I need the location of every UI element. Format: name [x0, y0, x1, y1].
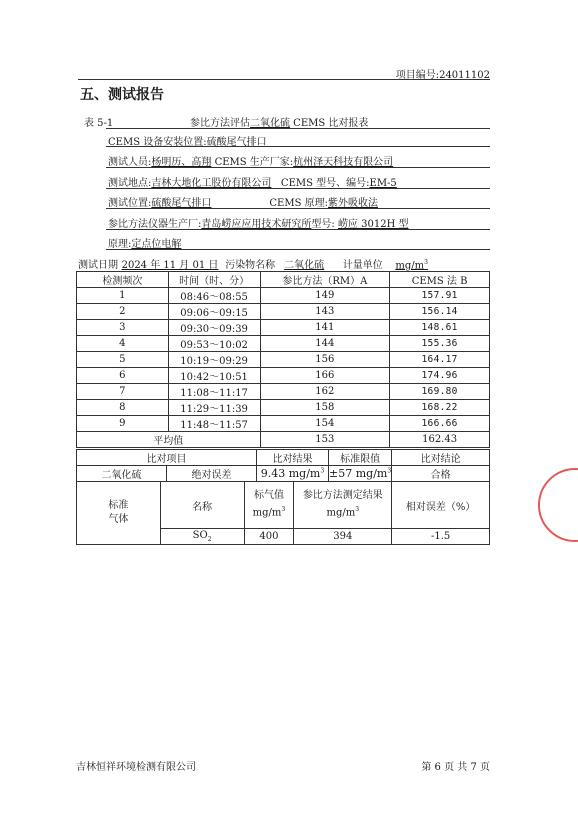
manufacturer-value: 杭州泽天科技有限公司: [293, 157, 394, 168]
row-time: 09:30～09:39: [168, 320, 260, 336]
caption-prefix: 参比方法评估: [190, 118, 250, 129]
ref-model-value: 崂应 3012H 型: [337, 219, 409, 230]
table-row: [77, 416, 490, 432]
compare-result: [256, 466, 328, 482]
gas-std-value: 400: [244, 529, 294, 545]
info-site: [108, 174, 397, 189]
info-rule: [106, 249, 490, 250]
row-cems: 164.17: [390, 352, 490, 368]
row-rm: 166: [260, 368, 390, 384]
personnel-value: 杨明历、高翔: [151, 157, 212, 168]
row-rm: 149: [260, 288, 390, 304]
table-row: [77, 336, 490, 352]
project-number: 项目编号:24011102: [395, 70, 490, 81]
unit-text: mg/m: [395, 260, 425, 271]
compare-result-table: [76, 449, 490, 482]
compare-limit-text: ±57 mg/m: [329, 467, 388, 480]
position-label: 测试位置:: [108, 198, 152, 209]
row-count: 3: [77, 320, 169, 336]
row-rm: 154: [260, 416, 390, 432]
gas-name-sub: 2: [207, 536, 212, 543]
table-row: [77, 400, 490, 416]
header-rm: 参比方法（RM）A: [260, 272, 390, 288]
info-rule: [106, 167, 490, 168]
position-value: 硫酸尾气排口: [151, 198, 212, 209]
table-row: [77, 352, 490, 368]
row-rm: 141: [260, 320, 390, 336]
header-rule: [78, 79, 490, 80]
date-label: 测试日期: [78, 260, 118, 271]
row-count: 6: [77, 368, 169, 384]
row-time: 09:53～10:02: [168, 336, 260, 352]
gas-row-label: 标准 气体: [77, 482, 161, 545]
install-location-value: 硫酸尾气排口: [206, 137, 267, 148]
caption-suffix: CEMS 比对报表: [290, 118, 369, 129]
row-count: 1: [77, 288, 169, 304]
row-count: 2: [77, 304, 169, 320]
table-id: 表 5-1: [84, 118, 114, 129]
row-cems: 169.80: [390, 384, 490, 400]
row-cems: 157.91: [390, 288, 490, 304]
row-time: 11:08～11:17: [168, 384, 260, 400]
info-personnel: [108, 153, 393, 168]
ref-model-label: 型号:: [311, 219, 335, 230]
compare-type: 绝对误差: [166, 466, 256, 482]
row-time: 08:46～08:55: [168, 288, 260, 304]
gas-std-unit: mg/m: [252, 507, 282, 519]
method-label: 原理:: [108, 239, 132, 250]
average-row: [77, 432, 490, 448]
compare-conclusion-header: 比对结论: [392, 450, 490, 466]
principle-label: CEMS 原理:: [269, 198, 328, 209]
row-cems: 156.14: [390, 304, 490, 320]
compare-limit: [329, 466, 392, 482]
caption-pollutant: 二氧化硫: [250, 118, 290, 129]
compare-limit-header: 标准限值: [329, 450, 392, 466]
compare-item: 二氧化硫: [77, 466, 167, 482]
ref-maker-label: 参比方法仪器生产厂:: [108, 219, 202, 230]
personnel-label: 测试人员:: [108, 157, 152, 168]
row-rm: 158: [260, 400, 390, 416]
gas-std-label: 标气值: [253, 490, 284, 502]
gas-ref-unit: mg/m: [326, 507, 356, 519]
row-rm: 156: [260, 352, 390, 368]
ref-maker-value: 青岛崂应应用技术研究所: [201, 219, 312, 230]
footer-page: 第 6 页 共 7 页: [421, 762, 490, 773]
row-time: 10:19～09:29: [168, 352, 260, 368]
row-time: 09:06～09:15: [168, 304, 260, 320]
table-row: [77, 368, 490, 384]
table-caption: [190, 114, 368, 129]
gas-std-header: [244, 482, 294, 529]
row-count: 8: [77, 400, 169, 416]
info-rule: [106, 188, 490, 189]
compare-result-header: 比对结果: [256, 450, 328, 466]
test-meta: [78, 256, 428, 271]
gas-header-row: [77, 482, 490, 529]
footer-company: 吉林恒祥环境检测有限公司: [76, 762, 196, 773]
row-count: 4: [77, 336, 169, 352]
comparison-table: [76, 271, 490, 448]
site-label: 测试地点:: [108, 178, 152, 189]
compare-limit-sup: 3: [387, 467, 392, 475]
average-label: 平均值: [77, 432, 261, 448]
row-rm: 162: [260, 384, 390, 400]
model-value: EM-5: [369, 178, 397, 189]
gas-ref-header: [294, 482, 392, 529]
row-cems: 168.22: [390, 400, 490, 416]
row-time: 10:42～10:51: [168, 368, 260, 384]
standard-gas-table: [76, 481, 490, 545]
unit-value: [386, 259, 428, 271]
header-cems: CEMS 法 B: [390, 272, 490, 288]
date-value: 2024 年 11 月 01 日: [121, 260, 219, 271]
table-row: [77, 304, 490, 320]
info-position: [108, 194, 378, 209]
table-row: [77, 384, 490, 400]
header-time: 时间（时、分）: [168, 272, 260, 288]
row-cems: 155.36: [390, 336, 490, 352]
unit-superscript: 3: [424, 258, 428, 266]
info-method: [108, 235, 181, 250]
compare-row: [77, 466, 490, 482]
info-rule: [106, 146, 490, 147]
pollutant-label: 污染物名称: [225, 260, 276, 271]
info-rule: [106, 229, 490, 230]
row-cems: 166.66: [390, 416, 490, 432]
row-count: 9: [77, 416, 169, 432]
manufacturer-label: CEMS 生产厂家:: [214, 157, 294, 168]
row-time: 11:29～11:39: [168, 400, 260, 416]
install-location-label: CEMS 设备安装位置:: [108, 137, 207, 148]
row-rm: 144: [260, 336, 390, 352]
gas-ref-value: 394: [294, 529, 392, 545]
unit-label: 计量单位: [342, 260, 383, 271]
gas-name: [160, 529, 244, 545]
row-count: 5: [77, 352, 169, 368]
table-header-row: [77, 272, 490, 288]
stamp-seal: [538, 468, 578, 542]
section-title: 五、测试报告: [80, 87, 164, 103]
info-rule: [106, 208, 490, 209]
method-value: 定点位电解: [131, 239, 182, 250]
site-value: 吉林大地化工股份有限公司: [151, 178, 272, 189]
row-cems: 148.61: [390, 320, 490, 336]
gas-err-value: -1.5: [392, 529, 490, 545]
average-rm: 153: [260, 432, 390, 448]
compare-conclusion: 合格: [392, 466, 490, 482]
gas-name-text: SO: [192, 530, 208, 541]
gas-ref-label: 参比方法测定结果: [302, 490, 383, 502]
row-rm: 143: [260, 304, 390, 320]
gas-ref-sup: 3: [355, 506, 360, 514]
compare-result-text: 9.43 mg/m: [260, 467, 321, 480]
model-label: CEMS 型号、编号:: [280, 178, 370, 189]
pollutant-value: 二氧化硫: [284, 260, 325, 271]
row-time: 11:48～11:57: [168, 416, 260, 432]
principle-value: 紫外吸收法: [327, 198, 378, 209]
header-count: 检测频次: [77, 272, 169, 288]
average-cems: 162.43: [390, 432, 490, 448]
compare-item-header: 比对项目: [77, 450, 257, 466]
compare-result-sup: 3: [320, 467, 325, 475]
gas-std-sup: 3: [281, 506, 286, 514]
row-count: 7: [77, 384, 169, 400]
row-cems: 174.96: [390, 368, 490, 384]
compare-header-row: [77, 450, 490, 466]
table-row: [77, 320, 490, 336]
caption-rule: [106, 128, 490, 129]
table-row: [77, 288, 490, 304]
info-ref-maker: [108, 215, 408, 230]
gas-err-header: 相对误差（%）: [392, 482, 490, 529]
gas-name-header: 名称: [160, 482, 244, 529]
